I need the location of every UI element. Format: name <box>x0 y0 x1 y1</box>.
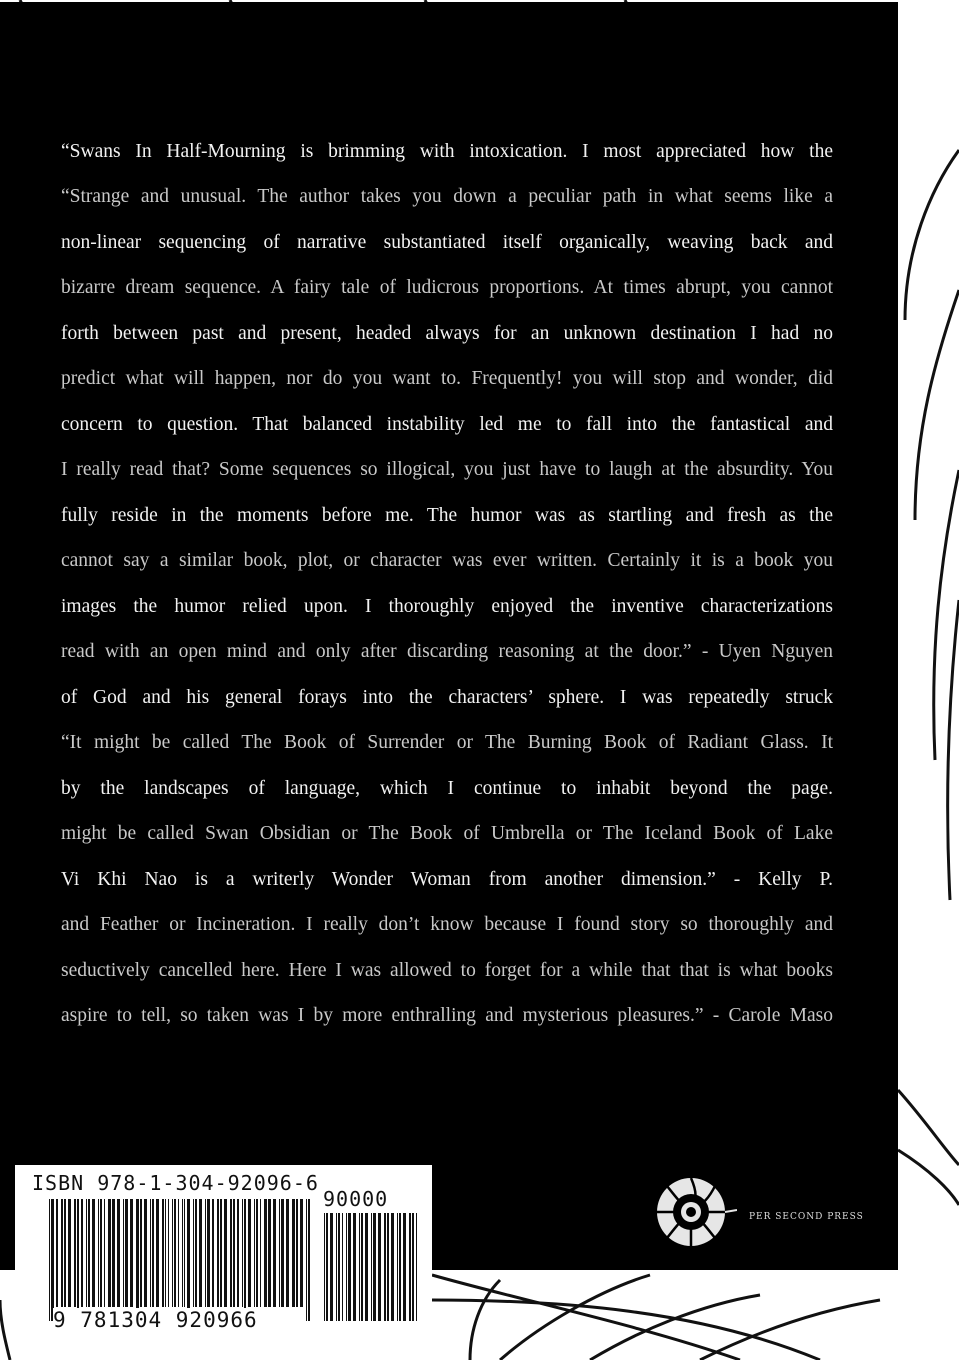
barcode-bar <box>384 1213 386 1321</box>
barcode-bar <box>409 1213 411 1321</box>
barcode-bar <box>233 1199 235 1307</box>
isbn-digits: 9 781304 920966 <box>53 1308 258 1332</box>
barcode-bar <box>136 1199 139 1321</box>
barcode-bar <box>125 1199 128 1307</box>
barcode-bar <box>217 1199 219 1307</box>
barcode-bar <box>140 1199 142 1307</box>
barcode-bar <box>178 1199 179 1307</box>
barcode-bar <box>230 1199 232 1307</box>
barcode-bar <box>361 1213 363 1321</box>
barcode-bar <box>353 1213 356 1321</box>
barcode-bar <box>264 1199 267 1307</box>
barcode-bar <box>359 1213 360 1321</box>
barcode-bar <box>56 1199 58 1307</box>
barcode-bar <box>168 1199 169 1307</box>
barcode-bar <box>371 1213 372 1321</box>
barcode-bar <box>49 1199 50 1321</box>
isbn-label: ISBN 978-1-304-92096-6 <box>32 1171 319 1195</box>
barcode-bar <box>244 1199 246 1321</box>
barcode-bar <box>61 1199 63 1307</box>
barcode-bar <box>130 1199 133 1307</box>
barcode-bar <box>77 1199 79 1321</box>
blurb-line: might be called Swan Obsidian or The Book of Umbrella or The Iceland Book of Lake <box>61 823 833 844</box>
barcode-bar <box>403 1213 406 1321</box>
barcode-bar <box>68 1199 71 1307</box>
blurb-line: “It might be called The Book of Surrender or The Burning Book of Radiant Glass. It <box>61 732 833 753</box>
barcode-bar <box>112 1199 115 1307</box>
barcode-bar <box>378 1213 381 1321</box>
price-code: 90000 <box>323 1187 389 1211</box>
barcode-bar <box>123 1199 124 1307</box>
barcode-bar <box>156 1199 159 1307</box>
barcode-bar <box>100 1199 102 1307</box>
blurb-line: by the landscapes of language, which I continue to inhabit beyond the page. <box>61 778 833 799</box>
barcode-bar <box>281 1199 284 1307</box>
blurb-line: images the humor relied upon. I thoroughly enjoyed the inventive characterizations <box>61 596 833 617</box>
barcode-bar <box>373 1213 376 1321</box>
barcode-bar <box>254 1199 255 1307</box>
blurb-line: predict what will happen, nor do you want to. Frequently! you will stop and wonder, did <box>61 368 833 389</box>
barcode-bar <box>51 1199 54 1321</box>
barcode-bar <box>81 1199 83 1307</box>
barcode-bar <box>205 1199 206 1307</box>
barcode-bar <box>268 1199 271 1307</box>
blurb-line: read with an open mind and only after discarding reasoning at the door.” - Uyen Nguyen <box>61 641 833 662</box>
barcode-bar <box>292 1199 295 1307</box>
barcode-bar <box>187 1199 190 1321</box>
blurb-line: cannot say a similar book, plot, or character was ever written. Certainly it is a book you <box>61 550 833 571</box>
barcode-bar <box>279 1199 280 1307</box>
barcode-bars <box>49 1199 314 1324</box>
blurb-line: bizarre dream sequence. A fairy tale of ludicrous proportions. At times abrupt, you cannot <box>61 277 833 298</box>
barcode-bar <box>193 1199 194 1307</box>
blurb-line: seductively cancelled here. Here I was allowed to forget for a while that that is what books <box>61 960 833 981</box>
barcode-bar <box>98 1199 99 1307</box>
blurb-line: fully reside in the moments before me. The humor was as startling and fresh as the <box>61 505 833 526</box>
barcode-bar <box>220 1199 222 1307</box>
barcode-bar <box>86 1199 87 1307</box>
barcode-bar <box>273 1199 276 1307</box>
back-cover-panel <box>0 2 898 1270</box>
barcode-bar <box>199 1199 202 1307</box>
barcode-bar <box>348 1213 351 1321</box>
barcode-bar <box>64 1199 66 1307</box>
barcode-bar <box>346 1213 347 1321</box>
barcode-bar <box>256 1199 258 1307</box>
barcode-bar <box>296 1199 298 1307</box>
barcode-bar <box>212 1199 214 1307</box>
blurb-line: concern to question. That balanced instability led me to fall into the fantastical and <box>61 414 833 435</box>
barcode-bar <box>330 1213 333 1321</box>
barcode-bar <box>224 1199 227 1307</box>
barcode-bar <box>150 1199 151 1307</box>
barcode-bar <box>184 1199 185 1307</box>
barcode-bar <box>338 1213 340 1321</box>
barcode-bar <box>144 1199 147 1307</box>
barcode-bar <box>260 1199 261 1307</box>
blurb-line: of God and his general forays into the characters’ sphere. I was repeatedly struck <box>61 687 833 708</box>
blurb-line: aspire to tell, so taken was I by more enthralling and mysterious pleasures.” - Carole Maso <box>61 1005 833 1026</box>
barcode-bar <box>88 1199 90 1307</box>
barcode-bar <box>182 1199 183 1307</box>
barcode-bar <box>207 1199 210 1307</box>
barcode-bar <box>391 1213 394 1321</box>
barcode-bar <box>365 1213 368 1321</box>
barcode-bar <box>308 1199 310 1321</box>
barcode-bar <box>342 1213 343 1321</box>
addon-barcode-bars <box>324 1213 424 1323</box>
barcode-bar <box>286 1199 289 1307</box>
barcode-bar <box>248 1199 251 1307</box>
blurb-line: “Swans In Half-Mourning is brimming with intoxication. I most appreciated how the <box>61 141 833 162</box>
barcode-bar <box>387 1213 389 1321</box>
blurb-line: and Feather or Incineration. I really don’t know because I found story so thoroughly and <box>61 914 833 935</box>
barcode-bar <box>92 1199 95 1307</box>
barcode-bar <box>416 1213 417 1321</box>
barcode-bar <box>237 1199 239 1307</box>
blurb-line: Vi Khi Nao is a writerly Wonder Woman from another dimension.” - Kelly P. <box>61 869 833 890</box>
publisher-name: PER SECOND PRESS <box>749 1212 864 1222</box>
barcode-bar <box>326 1213 328 1321</box>
barcode-bar <box>300 1199 303 1307</box>
blurb-line: “Strange and unusual. The author takes you down a peculiar path in what seems like a <box>61 186 833 207</box>
barcode-bar <box>152 1199 154 1307</box>
barcode-bar <box>306 1199 307 1321</box>
barcode-bar <box>172 1199 173 1307</box>
barcode-bar <box>74 1199 76 1307</box>
blurb-line: forth between past and present, headed always for an unknown destination I had no <box>61 323 833 344</box>
barcode-bar <box>336 1213 337 1321</box>
blurb-line: non-linear sequencing of narrative substantiated itself organically, weaving back and <box>61 232 833 253</box>
barcode-bar <box>108 1199 111 1307</box>
barcode-bar <box>162 1199 164 1307</box>
nautilus-shell-icon <box>645 1172 737 1252</box>
barcode-bar <box>399 1213 401 1321</box>
barcode-bar <box>117 1199 120 1307</box>
barcode-bar <box>324 1213 325 1321</box>
barcode-bar <box>242 1199 243 1307</box>
isbn-barcode <box>15 1165 432 1360</box>
barcode-bar <box>397 1213 398 1321</box>
barcode-bar <box>195 1199 197 1307</box>
barcode-bar <box>104 1199 105 1307</box>
barcode-bar <box>412 1213 414 1321</box>
barcode-bar <box>174 1199 176 1307</box>
barcode-bar <box>165 1199 166 1307</box>
blurb-line: I really read that? Some sequences so illogical, you just have to laugh at the absurdity. You <box>61 459 833 480</box>
